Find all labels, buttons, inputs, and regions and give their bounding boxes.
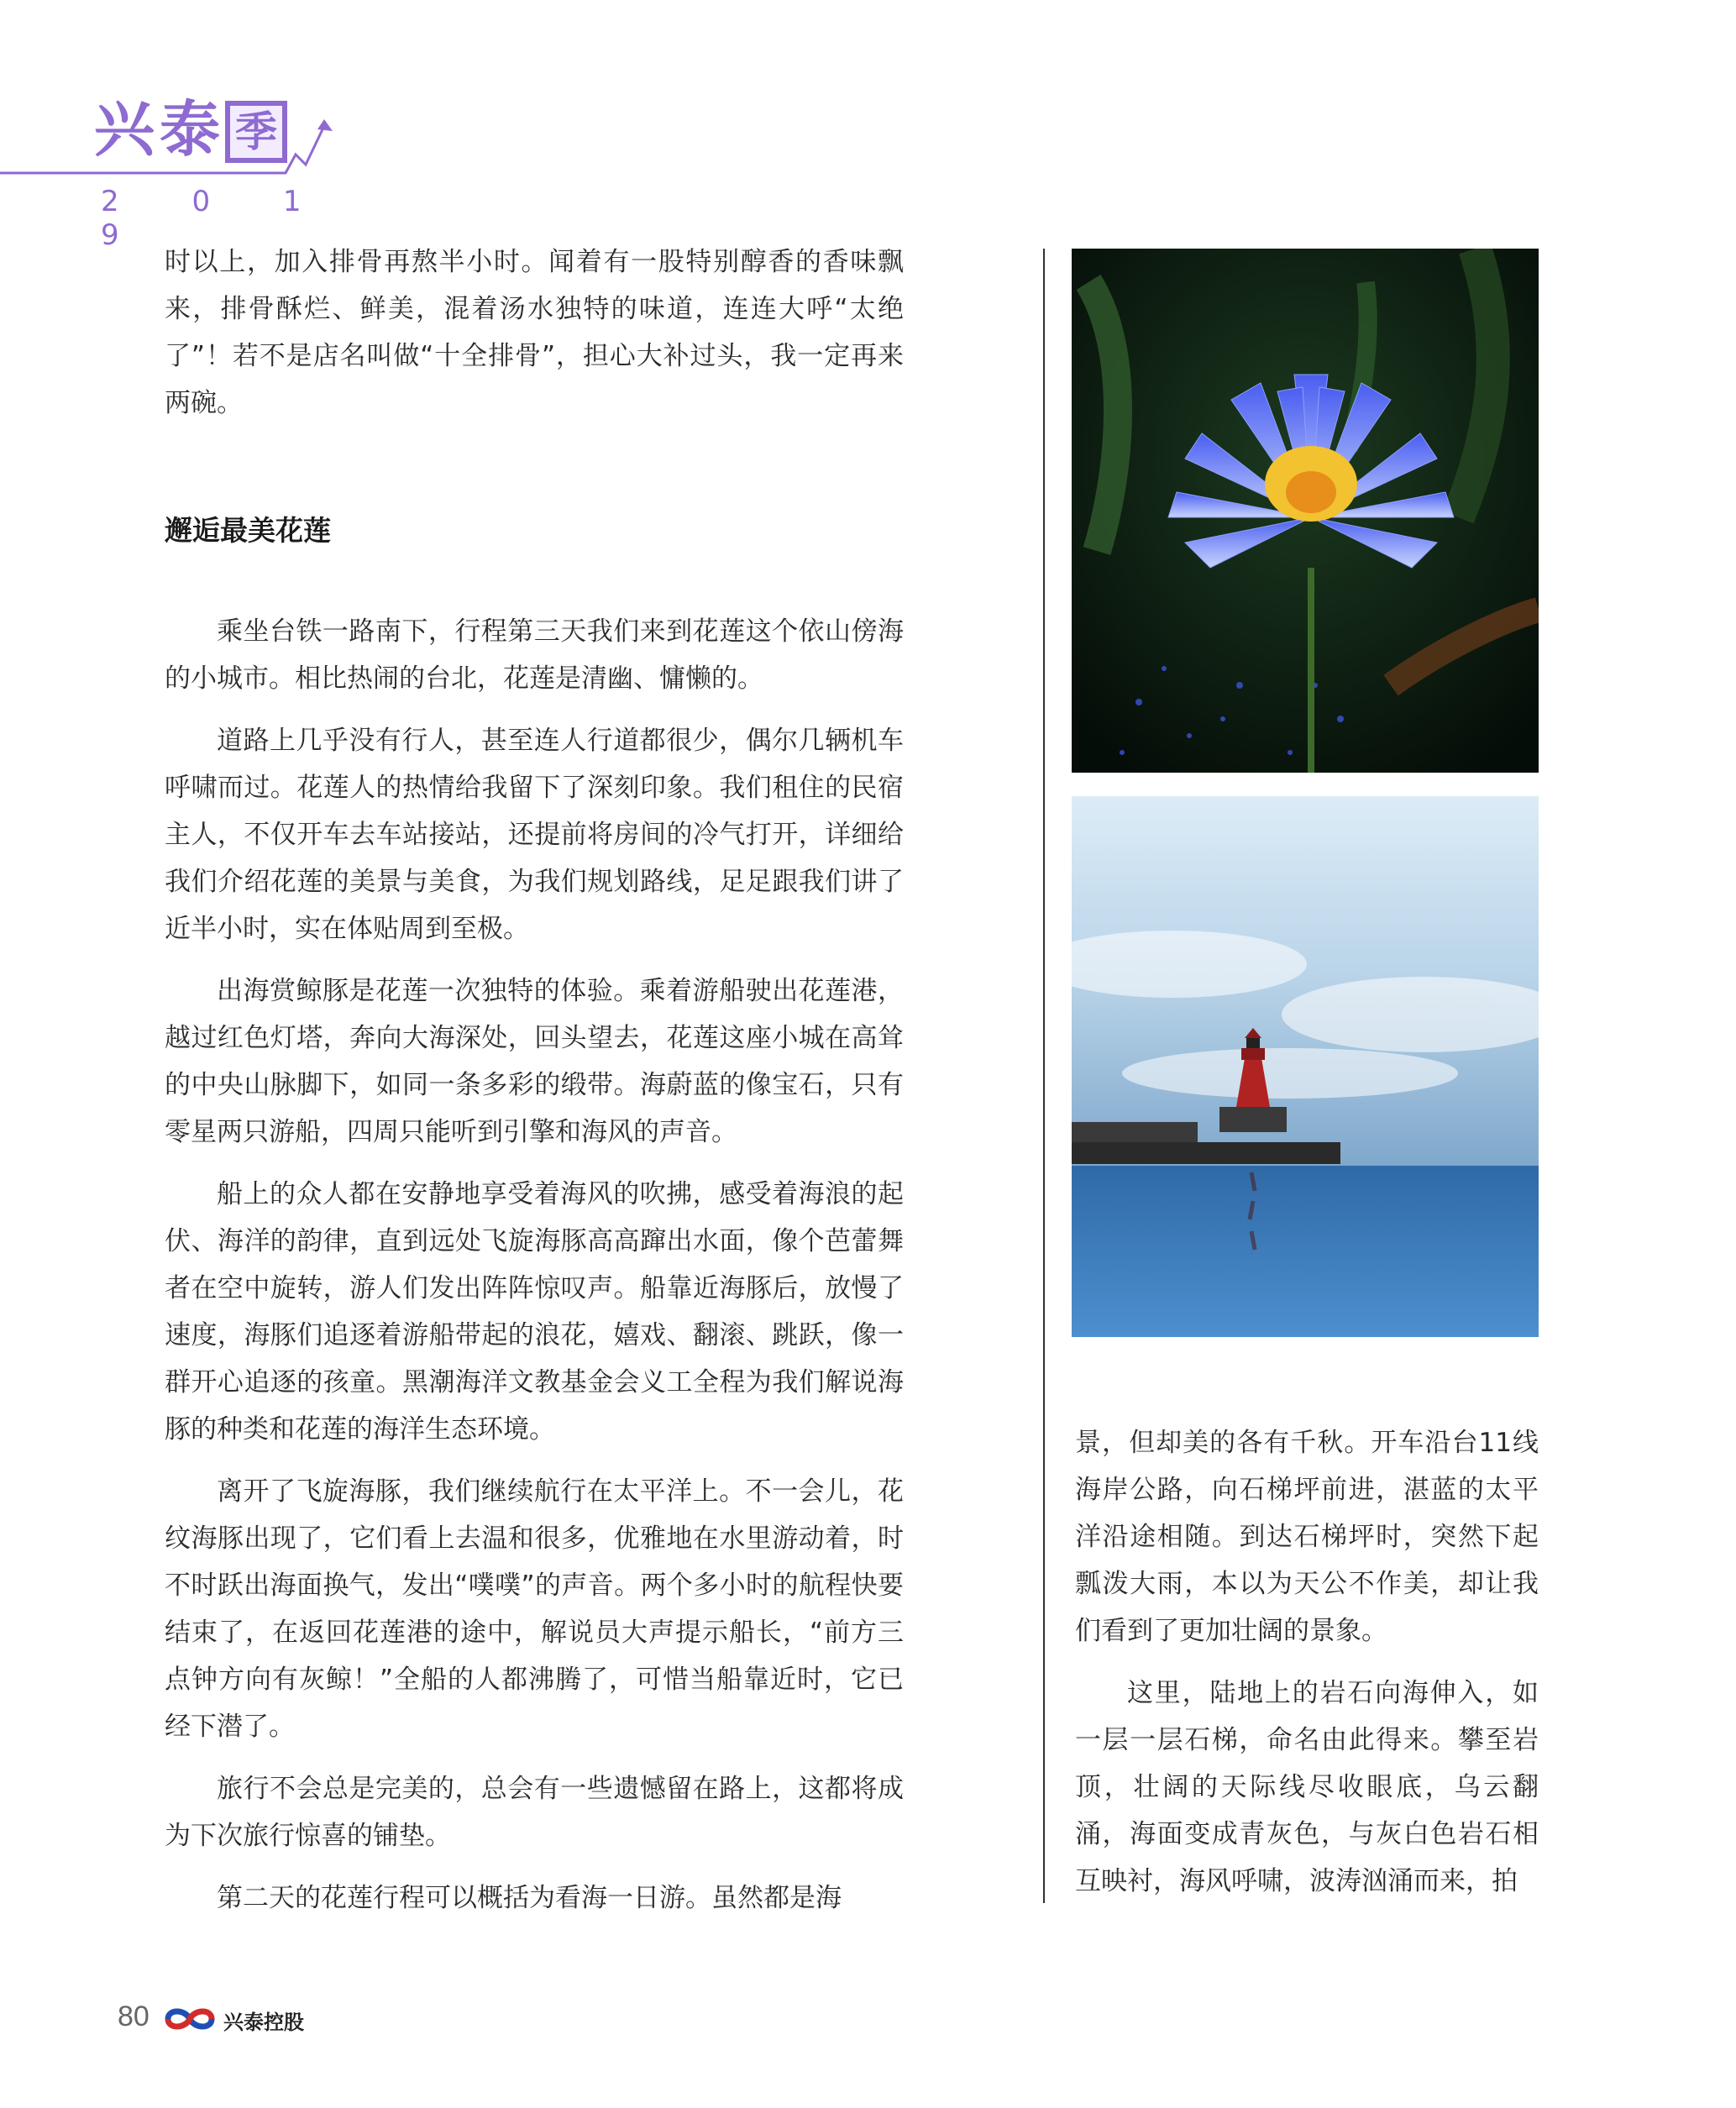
company-logo-icon [165,2004,215,2034]
paragraph: 船上的众人都在安静地享受着海风的吹拂，感受着海浪的起伏、海洋的韵律，直到远处飞旋海豚高高蹿出水面，像个芭蕾舞者在空中旋转，游人们发出阵阵惊叹声。船靠近海豚后，放慢了速度，海豚们追逐着游船带起的浪花，嬉戏、翻滚、跳跃，像一群开心追逐的孩童。黑潮海洋文教基金会义工全程为我们解说海豚的种类和花莲的海洋生态环境。 [165,1179,904,1445]
right-column [1075,1419,1539,1920]
company-name: 兴泰控股 [223,2011,304,2034]
brand-title: 兴泰 [94,93,226,165]
section-heading: 邂逅最美花莲 [165,514,331,547]
paragraph: 第二天的花莲行程可以概括为看海一日游。虽然都是海 [217,1883,842,1913]
paragraph: 出海赏鲸豚是花莲一次独特的体验。乘着游船驶出花莲港，越过红色灯塔，奔向大海深处，回头望去，花莲这座小城在高耸的中央山脉脚下，如同一条多彩的缎带。海蔚蓝的像宝石，只有零星两只游船，四周只能听到引擎和海风的声音。 [165,976,904,1147]
paragraph: 乘坐台铁一路南下，行程第三天我们来到花莲这个依山傍海的小城市。相比热闹的台北，花莲是清幽、慵懒的。 [165,616,904,694]
issue-year: 2 0 1 9 [101,185,333,252]
page-number: 80 [118,2001,149,2032]
paragraph: 离开了飞旋海豚，我们继续航行在太平洋上。不一会儿，花纹海豚出现了，它们看上去温和很多，优雅地在水里游动着，时不时跃出海面换气，发出“噗噗”的声音。两个多小时的航程快要结束了，在返回花莲港的途中，解说员大声提示船长，“前方三点钟方向有灰鲸！”全船的人都沸腾了，可惜当船靠近时，它已经下潜了。 [165,1476,904,1742]
left-column [165,239,904,1937]
paragraph-continued: 景，但却美的各有千秋。开车沿台11线海岸公路，向石梯坪前进，湛蓝的太平洋沿途相随。到达石梯坪时，突然下起瓢泼大雨，本以为天公不作美，却让我们看到了更加壮阔的景象。 [1075,1428,1539,1646]
lighthouse-photo [1072,796,1539,1337]
paragraph: 旅行不会总是完美的，总会有一些遗憾留在路上，这都将成为下次旅行惊喜的铺垫。 [165,1774,904,1851]
column-divider [1043,249,1045,1903]
paragraph: 这里，陆地上的岩石向海伸入，如一层一层石梯，命名由此得来。攀至岩顶，壮阔的天际线尽收眼底，乌云翻涌，海面变成青灰色，与灰白色岩石相互映衬，海风呼啸，波涛汹涌而来，拍 [1075,1678,1539,1896]
lotus-photo [1072,249,1539,773]
paragraph: 道路上几乎没有行人，甚至连人行道都很少，偶尔几辆机车呼啸而过。花莲人的热情给我留下了深刻印象。我们租住的民宿主人，不仅开车去车站接站，还提前将房间的冷气打开，详细给我们介绍花莲的美景与美食，为我们规划路线，足足跟我们讲了近半小时，实在体贴周到至极。 [165,726,904,944]
paragraph-continued: 时以上，加入排骨再熬半小时。闻着有一股特别醇香的香味飘来，排骨酥烂、鲜美，混着汤水独特的味道，连连大呼“太绝了”！若不是店名叫做“十全排骨”，担心大补过头，我一定再来两碗。 [165,247,904,418]
magazine-header [0,0,353,252]
brand-seal: 季 [225,101,287,163]
